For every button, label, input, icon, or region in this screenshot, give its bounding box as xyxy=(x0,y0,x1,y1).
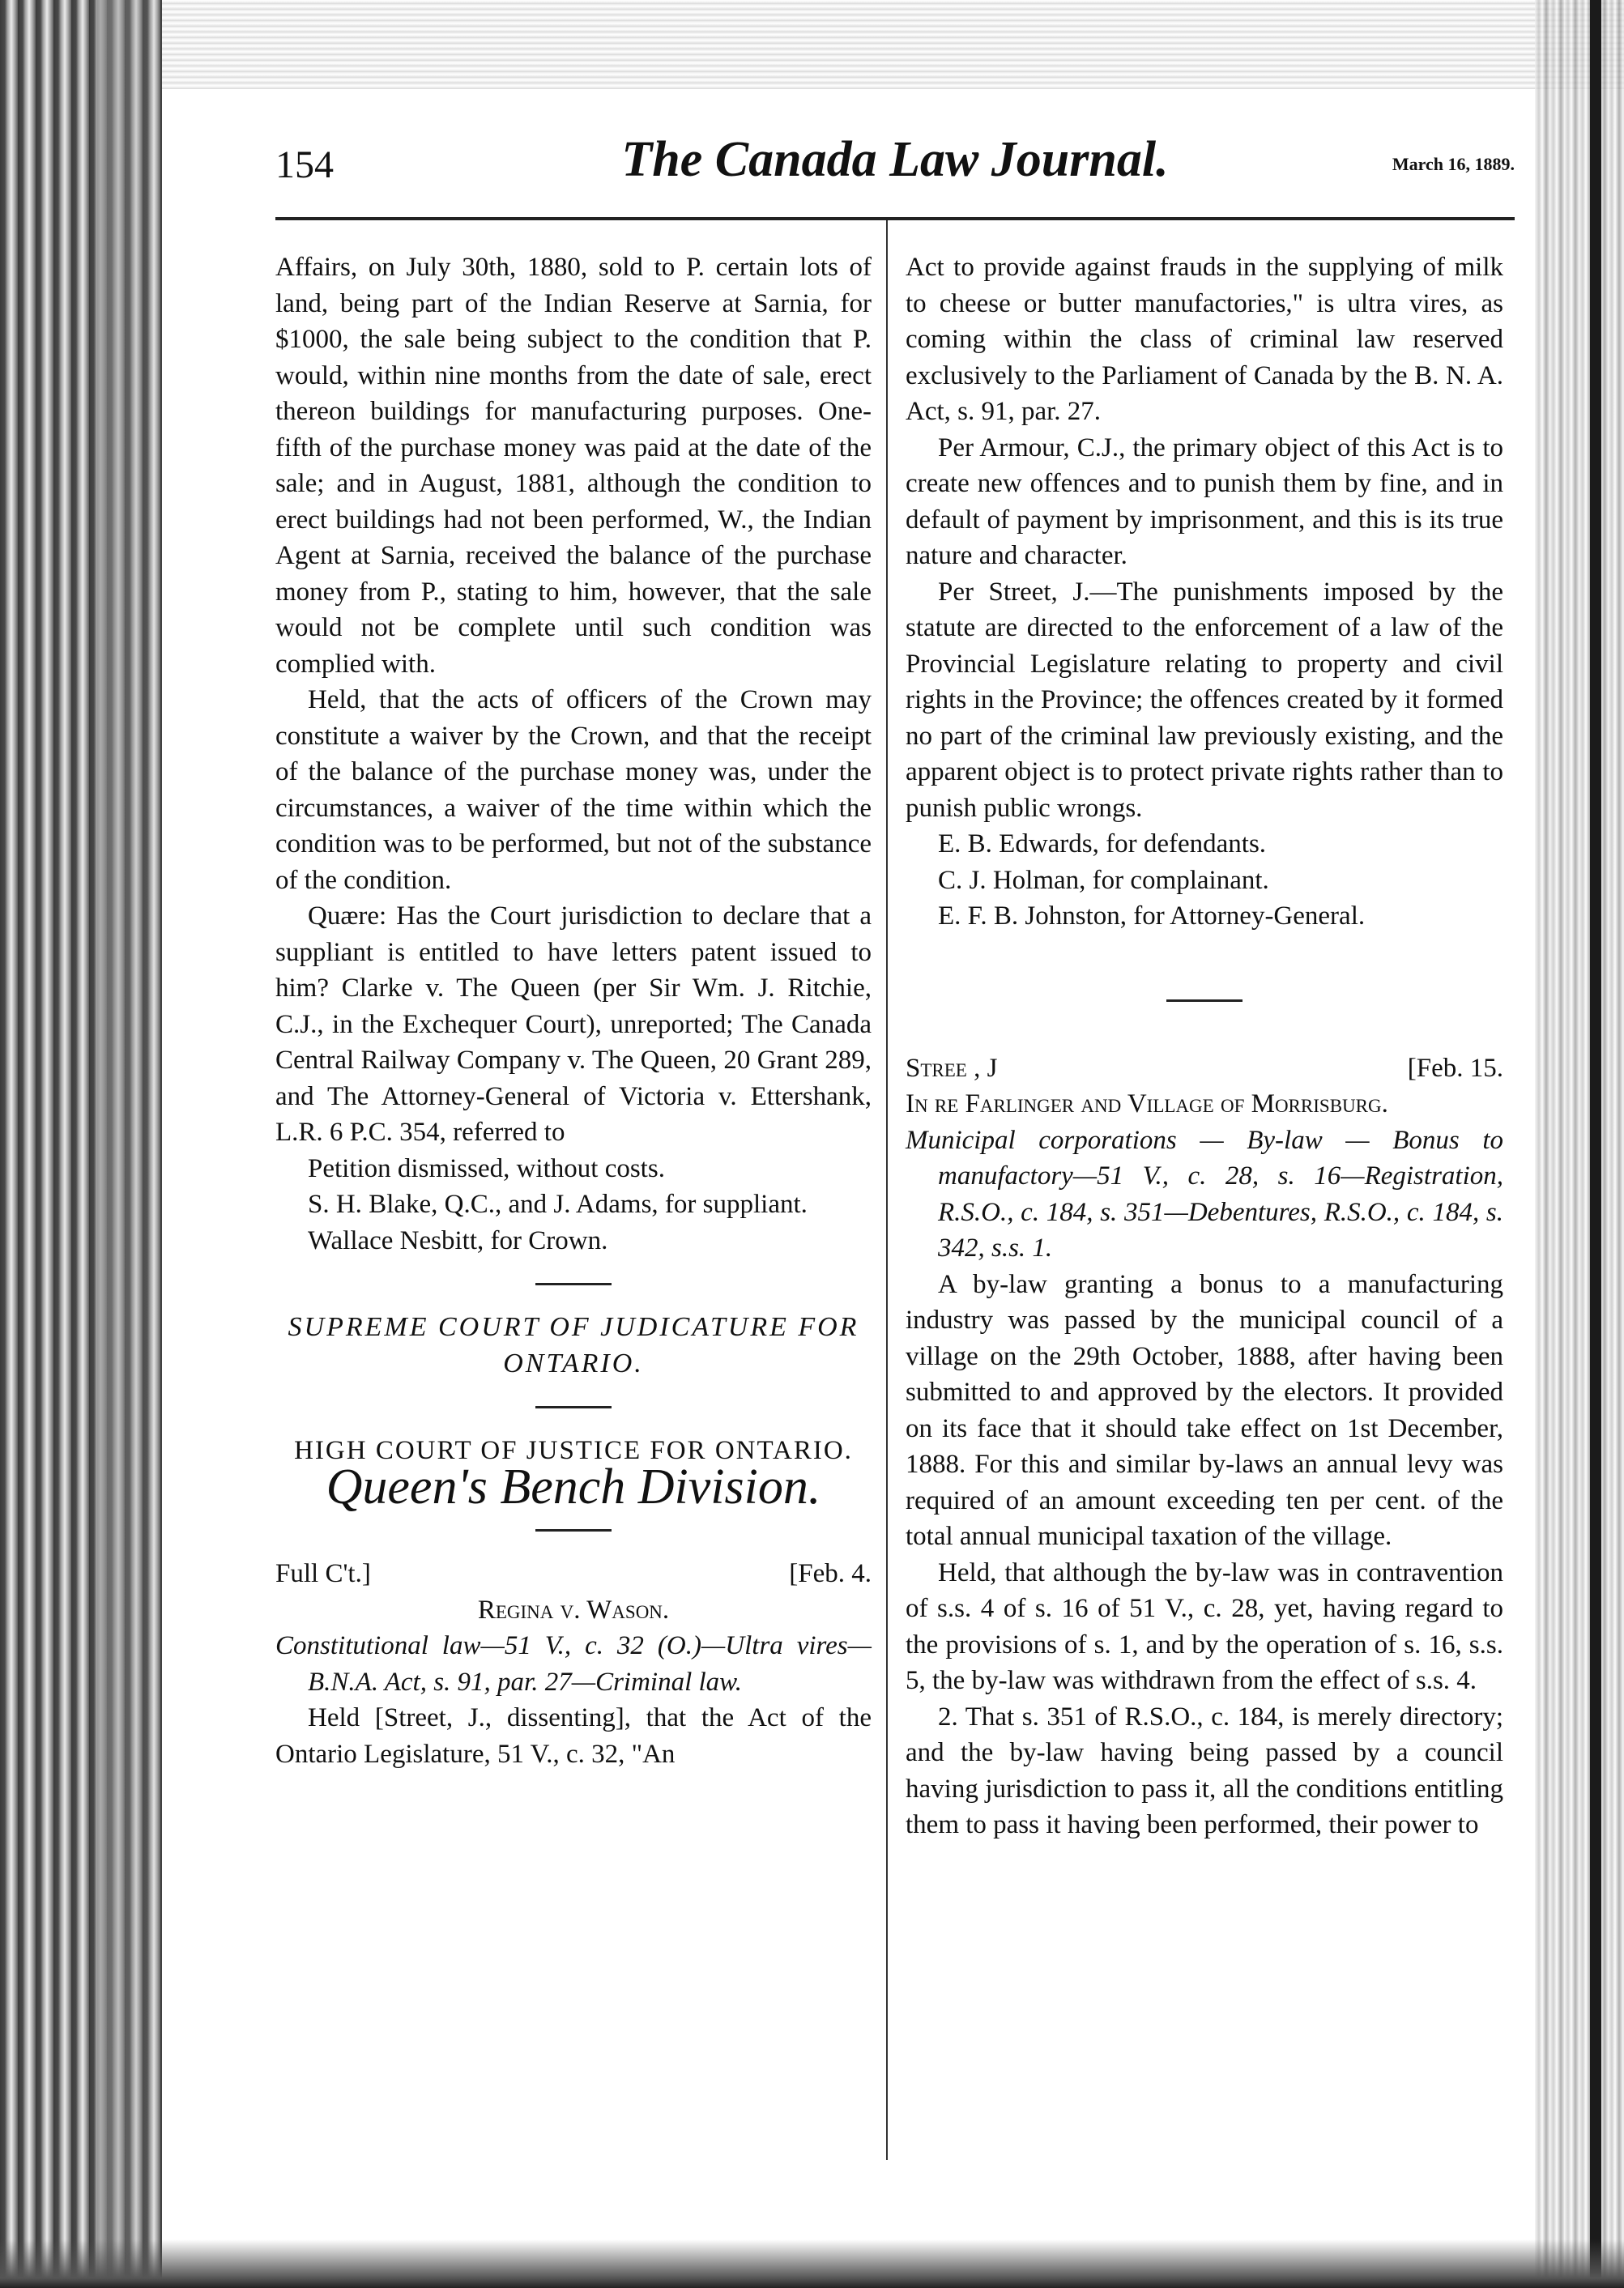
issue-date: March 16, 1889. xyxy=(1392,154,1515,174)
page-number: 154 xyxy=(275,143,334,186)
disposition: Petition dismissed, without costs. xyxy=(308,1153,665,1183)
counsel-line: E. B. Edwards, for defendants. xyxy=(938,829,1267,859)
section-separator xyxy=(535,1406,612,1408)
scan-edge-left xyxy=(0,0,162,2288)
left-column xyxy=(275,249,872,1772)
header-rule xyxy=(275,217,1515,220)
case-name: In re Farlinger and Village of Morrisburg. xyxy=(906,1089,1388,1118)
paragraph: Affairs, on July 30th, 1880, sold to P. certain lots of land, being part of the Indian Reserve at Sarnia, for $1000, the sale being subject to the condition that P. would, within nine months from the date of sale, erect thereon buildings for manufacturing purposes. One-fifth of the purchase money was paid at the date of the sale; and in August, 1881, although the condition to erect buildings had not been performed, W., the Indian Agent at Sarnia, received the balance of the purchase money from P., stating to him, however, that the sale would not be complete until such condition was complied with. xyxy=(275,253,872,679)
paragraph: 2. That s. 351 of R.S.O., c. 184, is merely directory; and the by-law having being passed by a council having jurisdiction to pass it, all the conditions entitling them to pass it having been performed, their power to xyxy=(906,1702,1503,1839)
case-line xyxy=(906,1050,1503,1087)
journal-title: The Canada Law Journal. xyxy=(621,132,1169,187)
case-date: [Feb. 4. xyxy=(789,1559,872,1588)
case-name: Regina v. Wason. xyxy=(477,1595,670,1625)
right-column xyxy=(906,249,1503,1843)
paragraph: A by-law granting a bonus to a manufacturing industry was passed by the municipal council of a village on the 29th October, 1888, after having been submitted to and approved by the electors. It provided on its face that it should take effect on 1st December, 1888. For this and similar by-laws an annual levy was required of an amount exceeding ten per cent. of the total annual municipal taxation of the village. xyxy=(906,1269,1503,1551)
catchwords: Municipal corporations — By-law — Bonus to manufactory—51 V., c. 28, s. 16—Registration, R.S.O., c. 184, s. 351—Debentures, R.S.O., c. 184, s. 342, s.s. 1. xyxy=(906,1125,1503,1263)
catchwords: Constitutional law—51 V., c. 32 (O.)—Ultra vires—B.N.A. Act, s. 91, par. 27—Criminal law. xyxy=(275,1631,872,1697)
column-divider xyxy=(886,220,888,2160)
paragraph: Per Street, J.—The punishments imposed by the statute are directed to the enforcement of a law of the Provincial Legislature relating to property and civil rights in the Province; the offences created by it formed no part of the criminal law previously existing, and the apparent object is to protect private rights rather than to punish public wrongs. xyxy=(906,577,1503,823)
counsel-line: E. F. B. Johnston, for Attorney-General. xyxy=(938,901,1366,931)
paragraph: Held, that although the by-law was in contravention of s.s. 4 of s. 16 of 51 V., c. 28, yet, having regard to the provisions of s. 1, and by the operation of s. 16, s.s. 5, the by-law was withdrawn from the effect of s.s. 4. xyxy=(906,1557,1503,1695)
counsel-line: Wallace Nesbitt, for Crown. xyxy=(308,1225,608,1255)
scan-edge-top xyxy=(162,0,1624,89)
section-separator xyxy=(535,1283,612,1285)
case-court: Full C't.] xyxy=(275,1559,371,1588)
paragraph: Quære: Has the Court jurisdiction to declare that a suppliant is entitled to have letters patent issued to him? Clarke v. The Queen (per Sir Wm. J. Ritchie, C.J., in the Exchequer Court), unreported; The Canada Central Railway Company v. The Queen, 20 Grant 289, and The Attorney-General of Victoria v. Ettershank, L.R. 6 P.C. 354, referred to xyxy=(275,901,872,1147)
case-date: [Feb. 15. xyxy=(1407,1053,1503,1083)
section-separator xyxy=(1166,999,1243,1002)
court-heading: SUPREME COURT OF JUDICATURE FOR ONTARIO. xyxy=(288,1312,859,1378)
page-header xyxy=(275,131,1515,196)
paragraph: Held, that the acts of officers of the Crown may constitute a waiver by the Crown, and that the receipt of the balance of the purchase money was, under the circumstances, a waiver of the time within which the condition was to be performed, but not of the substance of the condition. xyxy=(275,685,872,895)
scan-edge-bottom xyxy=(0,2239,1624,2288)
paragraph: Per Armour, C.J., the primary object of this Act is to create new offences and to punish them by fine, and in default of payment by imprisonment, and this is its true nature and character. xyxy=(906,432,1503,570)
division-title: Queen's Bench Division. xyxy=(326,1459,821,1515)
section-separator xyxy=(535,1529,612,1532)
case-line xyxy=(275,1556,872,1592)
counsel-line: C. J. Holman, for complainant. xyxy=(938,865,1269,895)
paragraph: Held [Street, J., dissenting], that the Act of the Ontario Legislature, 51 V., c. 32, "An xyxy=(275,1703,872,1769)
scan-edge-right xyxy=(1535,0,1624,2288)
case-judge: Stree , J xyxy=(906,1053,998,1083)
paragraph: Act to provide against frauds in the supplying of milk to cheese or butter manufactories," is ultra vires, as coming within the class of criminal law reserved exclusively to the Parliament of Canada by the B. N. A. Act, s. 91, par. 27. xyxy=(906,253,1503,426)
high-court-heading: HIGH COURT OF JUSTICE FOR ONTARIO. xyxy=(294,1436,853,1465)
counsel-line: S. H. Blake, Q.C., and J. Adams, for suppliant. xyxy=(308,1190,808,1219)
scan-edge-right-line xyxy=(1590,0,1601,2288)
